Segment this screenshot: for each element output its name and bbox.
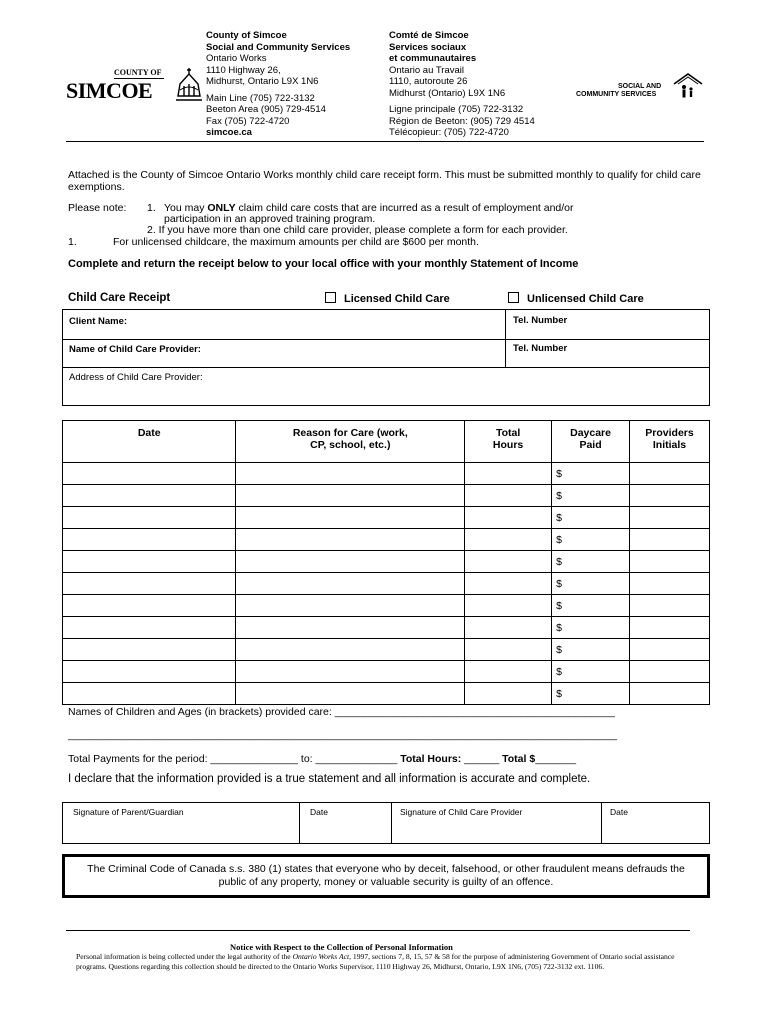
date-cell[interactable] — [63, 683, 236, 705]
initials-cell[interactable] — [630, 661, 710, 683]
unlicensed-option[interactable]: Unlicensed Child Care — [508, 292, 644, 305]
hours-cell[interactable] — [465, 639, 552, 661]
header-fr-line: et communautaires — [389, 53, 477, 64]
paid-cell[interactable] — [552, 661, 630, 683]
parent-signature-field[interactable]: Signature of Parent/Guardian — [73, 807, 184, 817]
table-row — [63, 639, 710, 661]
initials-cell[interactable] — [630, 507, 710, 529]
currency-symbol: $ — [556, 511, 562, 524]
reason-cell[interactable] — [236, 551, 465, 573]
currency-symbol: $ — [556, 665, 562, 678]
header-french — [389, 30, 535, 139]
initials-cell[interactable] — [630, 573, 710, 595]
notes-label: Please note: — [68, 202, 127, 214]
sc-logo-line2: COMMUNITY SERVICES — [576, 91, 657, 98]
date-cell[interactable] — [63, 639, 236, 661]
reason-cell[interactable] — [236, 529, 465, 551]
notice-divider — [66, 930, 690, 931]
initials-cell[interactable] — [630, 551, 710, 573]
col-reason: Reason for Care (work, CP, school, etc.) — [236, 421, 465, 463]
client-info-box — [62, 309, 710, 406]
paid-cell[interactable] — [552, 595, 630, 617]
totals-line[interactable]: Total Payments for the period: _______________ to: ______________ Total Hours: ______ Total $_______ — [68, 753, 577, 765]
currency-symbol: $ — [556, 555, 562, 568]
header-en-line: Midhurst, Ontario L9X 1N6 — [206, 76, 319, 87]
hours-cell[interactable] — [465, 551, 552, 573]
header-fr-line: Comté de Simcoe — [389, 30, 469, 41]
date-cell[interactable] — [63, 595, 236, 617]
initials-cell[interactable] — [630, 529, 710, 551]
table-row — [63, 485, 710, 507]
reason-cell[interactable] — [236, 507, 465, 529]
header-fr-line: 1110, autoroute 26 — [389, 76, 468, 87]
paid-cell[interactable] — [552, 529, 630, 551]
header-fr-line: Midhurst (Ontario) L9X 1N6 — [389, 87, 506, 99]
note-1-cont: participation in an approved training program. — [164, 213, 376, 225]
initials-cell[interactable] — [630, 683, 710, 705]
table-row — [63, 595, 710, 617]
declaration-text: I declare that the information provided is a true statement and all information is accurate and complete. — [68, 773, 591, 785]
reason-cell[interactable] — [236, 463, 465, 485]
header-en-line: Ontario Works — [206, 53, 267, 64]
care-table — [62, 420, 710, 705]
header-en-line: Social and Community Services — [206, 41, 351, 53]
header-en-contact: Beeton Area (905) 729-4514 — [206, 104, 326, 115]
table-row — [63, 573, 710, 595]
family-house-icon — [672, 72, 704, 100]
currency-symbol: $ — [556, 467, 562, 480]
note-3: For unlicensed childcare, the maximum amounts per child are $600 per month. — [113, 236, 479, 248]
header-en-contact: Main Line (705) 722-3132 — [206, 92, 315, 104]
paid-cell[interactable] — [552, 617, 630, 639]
children-names-line[interactable]: Names of Children and Ages (in brackets) provided care: ________________________________________________ — [68, 706, 616, 718]
hours-cell[interactable] — [465, 573, 552, 595]
table-row — [63, 661, 710, 683]
header-english — [206, 30, 350, 139]
paid-cell[interactable] — [552, 507, 630, 529]
logo-top-text: COUNTY OF — [114, 68, 162, 77]
col-paid: Daycare Paid — [552, 421, 630, 463]
note-1-number: 1. — [147, 202, 156, 214]
client-tel-field[interactable]: Tel. Number — [513, 315, 568, 326]
currency-symbol: $ — [556, 643, 562, 656]
header-fr-line: Ontario au Travail — [389, 64, 464, 76]
note-1: You may ONLY claim child care costs that are incurred as a result of employment and/or — [164, 202, 574, 214]
sc-logo-line1: SOCIAL AND — [618, 83, 662, 90]
notice-title: Notice with Respect to the Collection of Personal Information — [230, 942, 453, 952]
paid-cell[interactable] — [552, 463, 630, 485]
date-cell[interactable] — [63, 507, 236, 529]
currency-symbol: $ — [556, 577, 562, 590]
hours-cell[interactable] — [465, 529, 552, 551]
paid-cell[interactable] — [552, 573, 630, 595]
note-2: 2. If you have more than one child care provider, please complete a form for each provider. — [147, 224, 568, 236]
hours-cell[interactable] — [465, 507, 552, 529]
criminal-code-box — [62, 854, 710, 898]
initials-cell[interactable] — [630, 485, 710, 507]
header-en-line: 1110 Highway 26, — [206, 64, 281, 76]
reason-cell[interactable] — [236, 595, 465, 617]
logo-building-icon — [174, 66, 204, 104]
instruction-text: Complete and return the receipt below to your local office with your monthly Statement of Income — [68, 258, 579, 270]
provider-signature-field[interactable]: Signature of Child Care Provider — [400, 807, 523, 817]
header-en-line: County of Simcoe — [206, 30, 287, 41]
reason-cell[interactable] — [236, 683, 465, 705]
header-fr-line: Services sociaux — [389, 41, 467, 53]
hours-cell[interactable] — [465, 661, 552, 683]
paid-cell[interactable] — [552, 683, 630, 705]
logo-main-text: SIMCOE — [66, 78, 153, 103]
client-name-field[interactable]: Client Name: — [69, 316, 128, 327]
paid-cell[interactable] — [552, 485, 630, 507]
initials-cell[interactable] — [630, 639, 710, 661]
currency-symbol: $ — [556, 687, 562, 700]
header-fr-contact: Région de Beeton: (905) 729 4514 — [389, 115, 535, 127]
provider-address-field[interactable]: Address of Child Care Provider: — [69, 372, 203, 383]
signature-box — [62, 802, 710, 844]
date-cell[interactable] — [63, 617, 236, 639]
hours-cell[interactable] — [465, 485, 552, 507]
currency-symbol: $ — [556, 621, 562, 634]
reason-cell[interactable] — [236, 639, 465, 661]
licensed-checkbox[interactable] — [325, 292, 336, 303]
reason-cell[interactable] — [236, 573, 465, 595]
date-cell[interactable] — [63, 485, 236, 507]
reason-cell[interactable] — [236, 661, 465, 683]
currency-symbol: $ — [556, 489, 562, 502]
table-row — [63, 551, 710, 573]
table-row — [63, 463, 710, 485]
header-fr-contact: Télécopieur: (705) 722-4720 — [389, 127, 509, 138]
date-cell[interactable] — [63, 573, 236, 595]
currency-symbol: $ — [556, 533, 562, 546]
licensed-option[interactable]: Licensed Child Care — [325, 292, 450, 305]
col-hours: Total Hours — [465, 421, 552, 463]
initials-cell[interactable] — [630, 617, 710, 639]
date-cell[interactable] — [63, 529, 236, 551]
col-initials: Providers Initials — [630, 421, 710, 463]
header-website: simcoe.ca — [206, 127, 252, 138]
table-row — [63, 529, 710, 551]
date-cell[interactable] — [63, 551, 236, 573]
initials-cell[interactable] — [630, 595, 710, 617]
paid-cell[interactable] — [552, 639, 630, 661]
provider-date-field[interactable]: Date — [610, 807, 628, 817]
header-divider — [66, 141, 704, 142]
provider-tel-field[interactable]: Tel. Number — [513, 343, 568, 354]
unlicensed-checkbox[interactable] — [508, 292, 519, 303]
hours-cell[interactable] — [465, 595, 552, 617]
children-extra-line[interactable]: ______________________________________________________________________________________________ — [68, 729, 617, 741]
initials-cell[interactable] — [630, 463, 710, 485]
paid-cell[interactable] — [552, 551, 630, 573]
intro-text: Attached is the County of Simcoe Ontario Works monthly child care receipt form. This must be submitted monthly to qualify for child care exemptions. — [68, 169, 701, 193]
parent-date-field[interactable]: Date — [310, 807, 328, 817]
reason-cell[interactable] — [236, 617, 465, 639]
header-fr-contact: Ligne principale (705) 722-3132 — [389, 104, 524, 115]
hours-cell[interactable] — [465, 683, 552, 705]
hours-cell[interactable] — [465, 463, 552, 485]
reason-cell[interactable] — [236, 485, 465, 507]
receipt-title: Child Care Receipt — [68, 292, 171, 304]
table-row — [63, 507, 710, 529]
header-en-contact: Fax (705) 722-4720 — [206, 115, 290, 127]
date-cell[interactable] — [63, 661, 236, 683]
col-date: Date — [63, 421, 236, 463]
provider-name-field[interactable]: Name of Child Care Provider: — [69, 344, 201, 355]
hours-cell[interactable] — [465, 617, 552, 639]
currency-symbol: $ — [556, 599, 562, 612]
social-services-logo — [576, 72, 706, 102]
county-logo — [66, 66, 206, 106]
note-3-number: 1. — [68, 236, 77, 248]
criminal-code-text: The Criminal Code of Canada s.s. 380 (1) states that everyone who by deceit, falsehood, or other fraudulent means defrauds the public of any property, money or valuable security is guilty of an offence. — [87, 863, 685, 888]
date-cell[interactable] — [63, 463, 236, 485]
table-row — [63, 617, 710, 639]
table-row — [63, 683, 710, 705]
notice-text: Personal information is being collected under the legal authority of the Ontario Works Act, 1997, sections 7, 8, 15, 57 & 58 for the purpose of administering Government of Ontario social assistance programs. Questions regarding this collection should be directed to the Ontario Works Supervisor, 1110 Highway 26, Midhurst, Ontario, L9X 1N6, (705) 722-3132 ext. 1106. — [76, 952, 675, 971]
